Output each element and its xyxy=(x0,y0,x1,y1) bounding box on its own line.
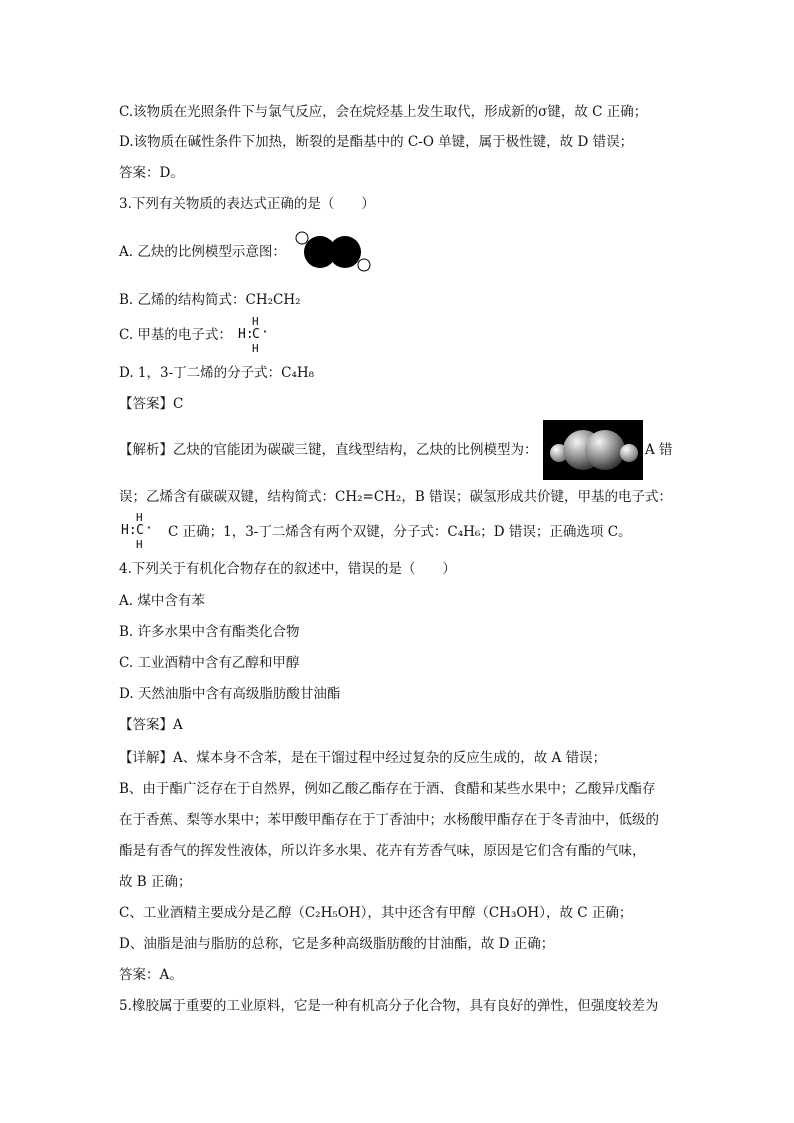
q4-option-a: A. 煤中含有苯 xyxy=(119,593,205,609)
question-5: 5.橡胶属于重要的工业原料，它是一种有机高分子化合物，具有良好的弹性，但强度较差为 xyxy=(119,998,659,1014)
q4-explanation-1: 【详解】A、煤本身不含苯，是在干馏过程中经过复杂的反应生成的，故 A 错误； xyxy=(119,750,607,766)
q4-explanation-2: B、由于酯广泛存在于自然界，例如乙酸乙酯存在于酒、食醋和某些水果中；乙酸异戊酯存 xyxy=(119,781,656,797)
q3-option-d xyxy=(119,364,314,382)
q4-option-c: C. 工业酒精中含有乙醇和甲醇 xyxy=(119,655,300,671)
q4-option-d: D. 天然油脂中含有高级脂肪酸甘油酯 xyxy=(119,686,341,702)
q4-final-answer: 答案：A。 xyxy=(119,967,183,983)
q4-answer: 【答案】A xyxy=(119,717,183,733)
q4-explanation-4: 酯是有香气的挥发性液体，所以许多水果、花卉有芳香气味，原因是它们含有酯的气味， xyxy=(119,843,646,859)
answer-2: 答案：D。 xyxy=(119,165,184,181)
q3-b-formula: CH₂CH₂ xyxy=(245,292,301,308)
q4-explanation-3: 在于香蕉、梨等水果中；苯甲酸甲酯存在于丁香油中；水杨酸甲酯存在于冬青油中，低级的 xyxy=(119,812,659,828)
q3-option-a: A. 乙炔的比例模型示意图： xyxy=(119,244,286,260)
acetylene-model-icon xyxy=(292,228,376,278)
q3-option-b xyxy=(119,291,301,309)
q3-answer: 【答案】C xyxy=(119,396,184,412)
q3-option-c: C. 甲基的电子式： xyxy=(119,327,232,343)
q4-explanation-6: C、工业酒精主要成分是乙醇（C₂H₅OH），其中还含有甲醇（CH₃OH），故 C 正确； xyxy=(119,905,633,921)
question-4: 4.下列关于有机化合物存在的叙述中，错误的是（ ） xyxy=(119,561,456,577)
q3-explanation-2: 误；乙烯含有碳碳双键，结构简式：CH₂=CH₂，B 错误；碳氢形成共价键，甲基的电子式： xyxy=(119,489,673,505)
q3-b-label: B. 乙烯的结构简式： xyxy=(119,292,246,308)
q4-explanation-7: D、油脂是油与脂肪的总称，它是多种高级脂肪酸的甘油酯，故 D 正确； xyxy=(119,936,555,952)
q3-explanation-1-tail: A 错 xyxy=(645,442,673,458)
question-3: 3.下列有关物质的表达式正确的是（ ） xyxy=(119,196,375,212)
q3-d-label: D. 1，3-丁二烯的分子式： xyxy=(119,365,282,381)
q3-explanation-1: 【解析】乙炔的官能团为碳碳三键，直线型结构，乙炔的比例模型为： xyxy=(119,442,538,458)
option-c-note: C.该物质在光照条件下与氯气反应，会在烷烃基上发生取代，形成新的σ键，故 C 正确； xyxy=(119,104,648,120)
acetylene-3d-model-image xyxy=(543,420,643,480)
option-d-note: D.该物质在碱性条件下加热，断裂的是酯基中的 C-O 单键，属于极性键，故 D 错误； xyxy=(119,134,634,150)
q3-explanation-3: C 正确；1，3-丁二烯含有两个双键，分子式：C₄H₆；D 错误；正确选项 C。 xyxy=(168,524,632,540)
q4-explanation-5: 故 B 正确； xyxy=(119,874,192,890)
q4-option-b: B. 许多水果中含有酯类化合物 xyxy=(119,624,300,640)
q3-d-formula: C₄H₈ xyxy=(281,365,315,381)
